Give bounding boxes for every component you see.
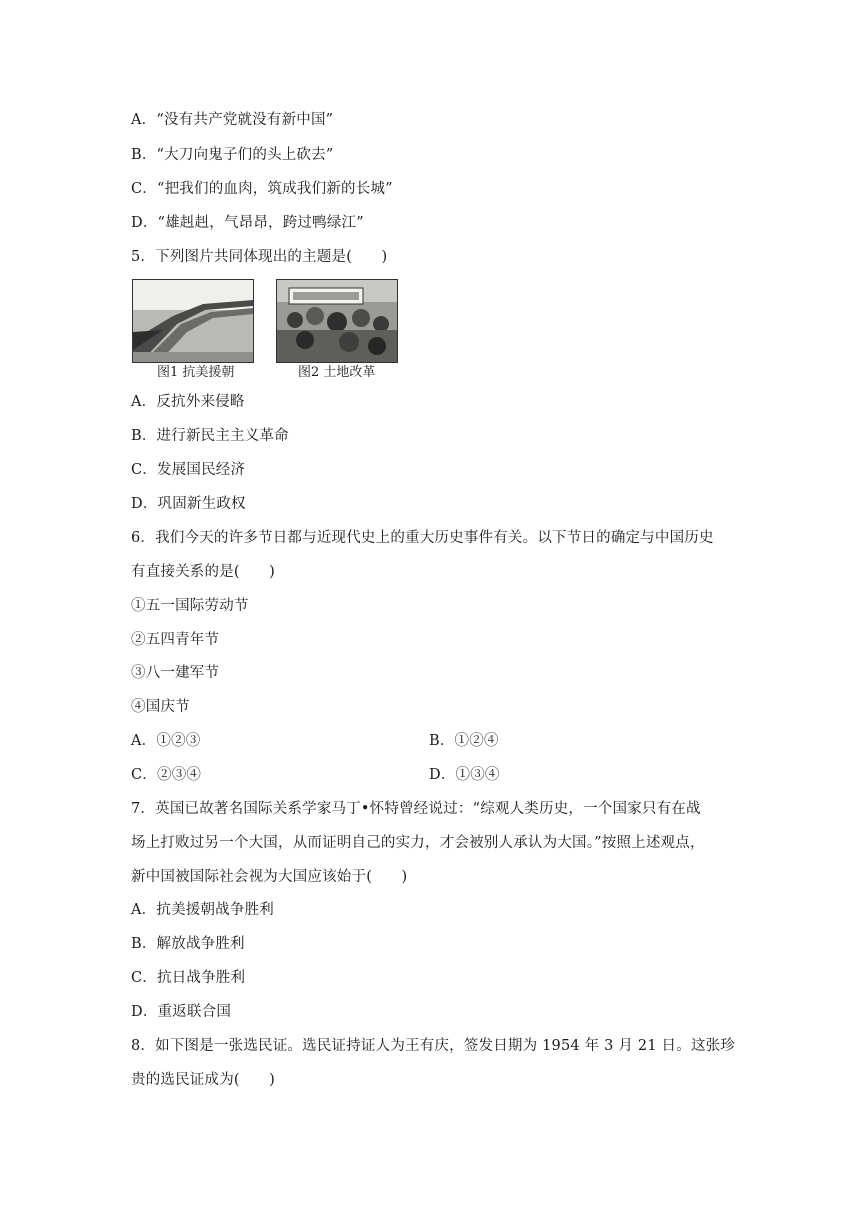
q6-option-c: C．②③④ bbox=[131, 767, 202, 783]
q6-item-2: ②五四青年节 bbox=[131, 632, 220, 648]
q5-option-b: B．进行新民主主义革命 bbox=[131, 428, 289, 444]
figure-1-photo bbox=[132, 279, 254, 363]
q6-stem-line1: 6．我们今天的许多节日都与近现代史上的重大历史事件有关。以下节日的确定与中国历史 bbox=[131, 530, 714, 546]
q6-option-b: B．①②④ bbox=[429, 733, 499, 749]
q5-option-a: A．反抗外来侵略 bbox=[131, 394, 245, 410]
q7-stem-line2: 场上打败过另一个大国，从而证明自己的实力，才会被别人承认为大国。”按照上述观点， bbox=[131, 835, 705, 851]
q4-option-d: D．“雄赳赳，气昂昂，跨过鸭绿江” bbox=[131, 215, 364, 231]
q5-stem: 5．下列图片共同体现出的主题是( ) bbox=[131, 249, 388, 265]
q8-stem-line2: 贵的选民证成为( ) bbox=[131, 1072, 276, 1088]
q6-item-3: ③八一建军节 bbox=[131, 665, 220, 681]
q5-option-c: C．发展国民经济 bbox=[131, 462, 246, 478]
q5-option-d: D．巩固新生政权 bbox=[131, 496, 246, 512]
q4-option-a: A．“没有共产党就没有新中国” bbox=[131, 112, 334, 128]
q7-option-c: C．抗日战争胜利 bbox=[131, 970, 246, 986]
q7-option-a: A．抗美援朝战争胜利 bbox=[131, 902, 274, 918]
q4-option-b: B．“大刀向鬼子们的头上砍去” bbox=[131, 147, 334, 163]
q6-item-4: ④国庆节 bbox=[131, 699, 190, 715]
q7-option-b: B．解放战争胜利 bbox=[131, 936, 245, 952]
figure-2-photo bbox=[276, 279, 398, 363]
figure-2-caption: 图2 土地改革 bbox=[298, 365, 376, 380]
q8-stem-line1: 8．如下图是一张选民证。选民证持证人为王有庆，签发日期为 1954 年 3 月 21 日。这张珍 bbox=[131, 1038, 736, 1054]
q7-option-d: D．重返联合国 bbox=[131, 1004, 232, 1020]
q6-item-1: ①五一国际劳动节 bbox=[131, 598, 249, 614]
q7-stem-line1: 7．英国已故著名国际关系学家马丁•怀特曾经说过：“综观人类历史，一个国家只有在战 bbox=[131, 801, 701, 817]
q4-option-c: C．“把我们的血肉，筑成我们新的长城” bbox=[131, 181, 393, 197]
figure-1-caption: 图1 抗美援朝 bbox=[157, 365, 235, 380]
q6-option-a: A．①②③ bbox=[131, 733, 201, 749]
q6-option-d: D．①③④ bbox=[429, 767, 500, 783]
q6-stem-line2: 有直接关系的是( ) bbox=[131, 564, 276, 580]
q7-stem-line3: 新中国被国际社会视为大国应该始于( ) bbox=[131, 869, 408, 885]
